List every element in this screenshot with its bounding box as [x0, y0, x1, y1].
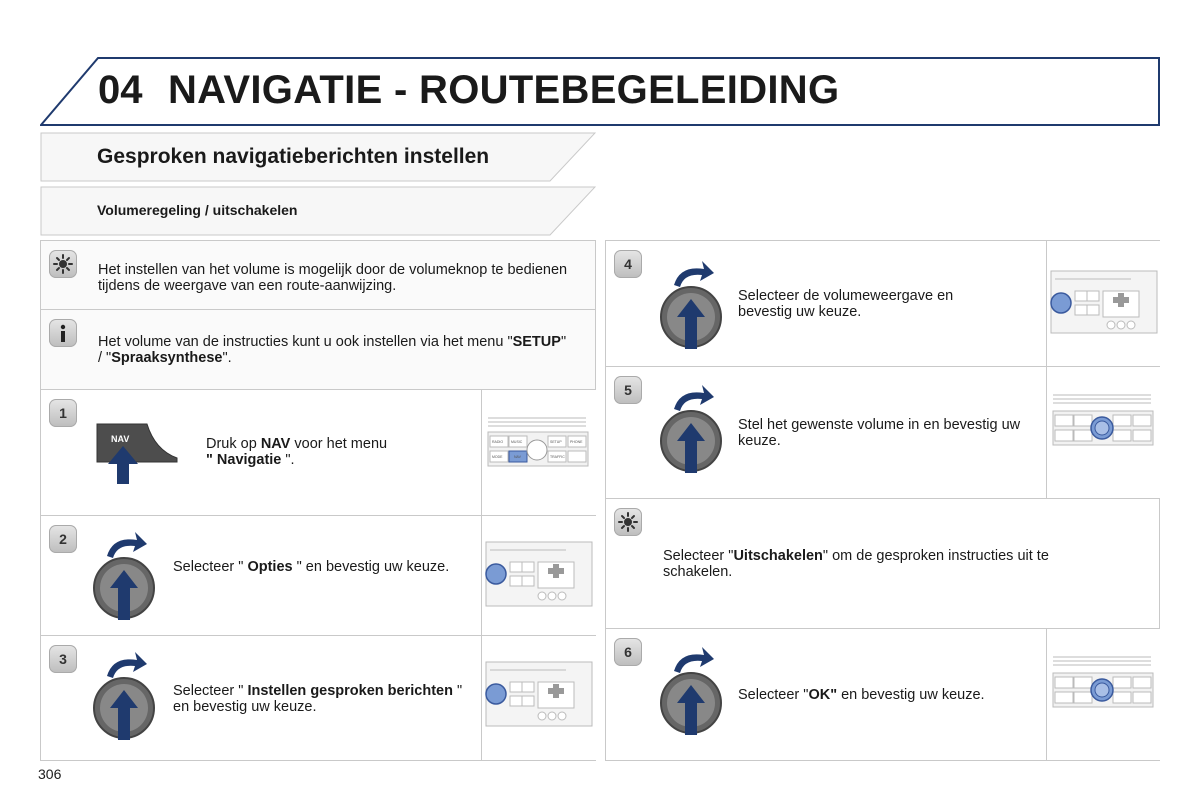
svg-text:NAV: NAV: [514, 455, 521, 459]
step-6-box: [605, 628, 1160, 761]
svg-text:RADIO: RADIO: [492, 440, 504, 444]
svg-text:PHONE: PHONE: [570, 440, 583, 444]
info-icon: [49, 319, 77, 347]
svg-text:MODE: MODE: [492, 455, 503, 459]
step-1-text: Druk op NAV voor het menu " Navigatie ".: [206, 436, 388, 468]
chapter-number: 04: [98, 68, 143, 112]
step-6-text: Selecteer "OK" en bevestig uw keuze.: [738, 687, 985, 703]
rotate-knob-icon: [656, 257, 726, 357]
tip-disable-text: Selecteer "Uitschakelen" om de gesproken instructies uit te schakelen.: [663, 548, 1049, 580]
section-title-banner: [40, 132, 596, 182]
step-3-box: [40, 635, 596, 761]
sun-tip-icon: [614, 508, 642, 536]
tip-box-volume: [40, 240, 596, 310]
tip-volume-text: Het instellen van het volume is mogelijk door de volumeknop te bedienen tijdens de weergave van een route-aanwijzing.: [98, 262, 568, 294]
rotate-knob-icon: [89, 648, 159, 748]
step-3-text: Selecteer " Instellen gesproken berichten " en bevestig uw keuze.: [173, 683, 463, 715]
step-number-badge: 1: [49, 399, 77, 427]
svg-text:MUSIC: MUSIC: [511, 440, 523, 444]
panel-thumbnail: [1046, 367, 1160, 498]
chapter-header: [40, 57, 1160, 127]
chapter-title: NAVIGATIE - ROUTEBEGELEIDING: [168, 68, 840, 112]
step-2-box: [40, 515, 596, 636]
subsection-banner: [40, 186, 596, 236]
tip-box-disable: [605, 498, 1160, 629]
step-5-text: Stel het gewenste volume in en bevestig uw keuze.: [738, 417, 1021, 449]
page-number: 306: [38, 766, 62, 782]
step-number-badge: 3: [49, 645, 77, 673]
rotate-knob-icon: [89, 528, 159, 628]
step-4-text: Selecteer de volumeweergave en bevestig uw keuze.: [738, 288, 954, 320]
subsection-title: Volumeregeling / uitschakelen: [97, 202, 298, 218]
panel-thumbnail: [481, 636, 596, 760]
step-4-box: [605, 240, 1160, 367]
rotate-knob-icon: [656, 381, 726, 481]
info-text: Het volume van de instructies kunt u ook instellen via het menu "SETUP" / "Spraaksynthese".: [98, 334, 567, 366]
step-number-badge: 2: [49, 525, 77, 553]
step-number-badge: 5: [614, 376, 642, 404]
step-number-badge: 6: [614, 638, 642, 666]
step-number-badge: 4: [614, 250, 642, 278]
step-2-text: Selecteer " Opties " en bevestig uw keuze.: [173, 559, 450, 575]
info-box: [40, 309, 596, 390]
panel-thumbnail: [1046, 241, 1160, 366]
nav-button-illustration: [91, 420, 191, 488]
nav-button-label: NAV: [111, 434, 130, 444]
step-1-box: [40, 389, 596, 516]
svg-text:SETUP: SETUP: [550, 440, 562, 444]
sun-tip-icon: [49, 250, 77, 278]
svg-text:TRAFFIC: TRAFFIC: [550, 455, 565, 459]
section-title: Gesproken navigatieberichten instellen: [97, 145, 490, 168]
panel-thumbnail: [481, 390, 596, 515]
step-5-box: [605, 366, 1160, 499]
panel-thumbnail: [1046, 629, 1160, 760]
rotate-knob-icon: [656, 643, 726, 743]
panel-thumbnail: [481, 516, 596, 635]
